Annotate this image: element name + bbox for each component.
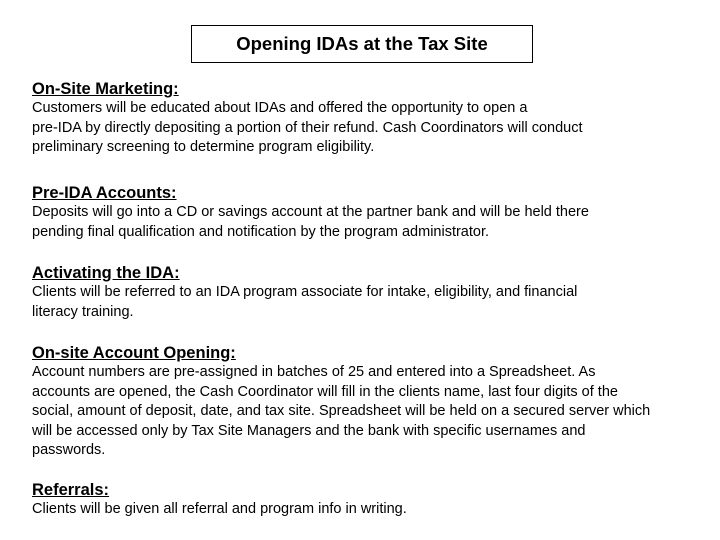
section-text-line: will be accessed only by Tax Site Managers and the bank with specific usernames and (32, 422, 586, 439)
section-heading: Referrals: (32, 481, 110, 499)
section-text-line: literacy training. (32, 303, 134, 320)
section-heading: Pre-IDA Accounts: (32, 184, 177, 202)
section-text-line: accounts are opened, the Cash Coordinator will fill in the clients name, last four digits of the (32, 383, 618, 400)
section-text-line: passwords. (32, 442, 106, 458)
section-heading: Activating the IDA: (32, 264, 180, 282)
section-on-site-account-opening (32, 343, 720, 461)
section-heading: On-site Account Opening: (32, 344, 236, 362)
section-text-line: Account numbers are pre-assigned in batches of 25 and entered into a Spreadsheet. As (32, 364, 596, 380)
section-heading: On-Site Marketing: (32, 80, 179, 98)
section-activating-the-ida (32, 263, 720, 322)
section-on-site-marketing (32, 79, 720, 158)
section-text-line: pending final qualification and notification by the program administrator. (32, 223, 490, 240)
page-title (191, 25, 533, 63)
section-referrals (32, 480, 720, 520)
section-pre-ida-accounts (32, 183, 720, 242)
page-title-text: Opening IDAs at the Tax Site (236, 33, 488, 54)
section-text-line: preliminary screening to determine program eligibility. (32, 139, 375, 155)
section-text-line: Clients will be given all referral and program info in writing. (32, 501, 407, 517)
section-text-line: social, amount of deposit, date, and tax site. Spreadsheet will be held on a secured server which (32, 403, 651, 419)
section-text-line: Deposits will go into a CD or savings account at the partner bank and will be held there (32, 204, 589, 220)
section-text-line: Customers will be educated about IDAs and offered the opportunity to open a (32, 100, 528, 116)
section-text-line: Clients will be referred to an IDA program associate for intake, eligibility, and financial (32, 284, 578, 300)
section-text-line: pre-IDA by directly depositing a portion of their refund. Cash Coordinators will conduct (32, 119, 583, 136)
